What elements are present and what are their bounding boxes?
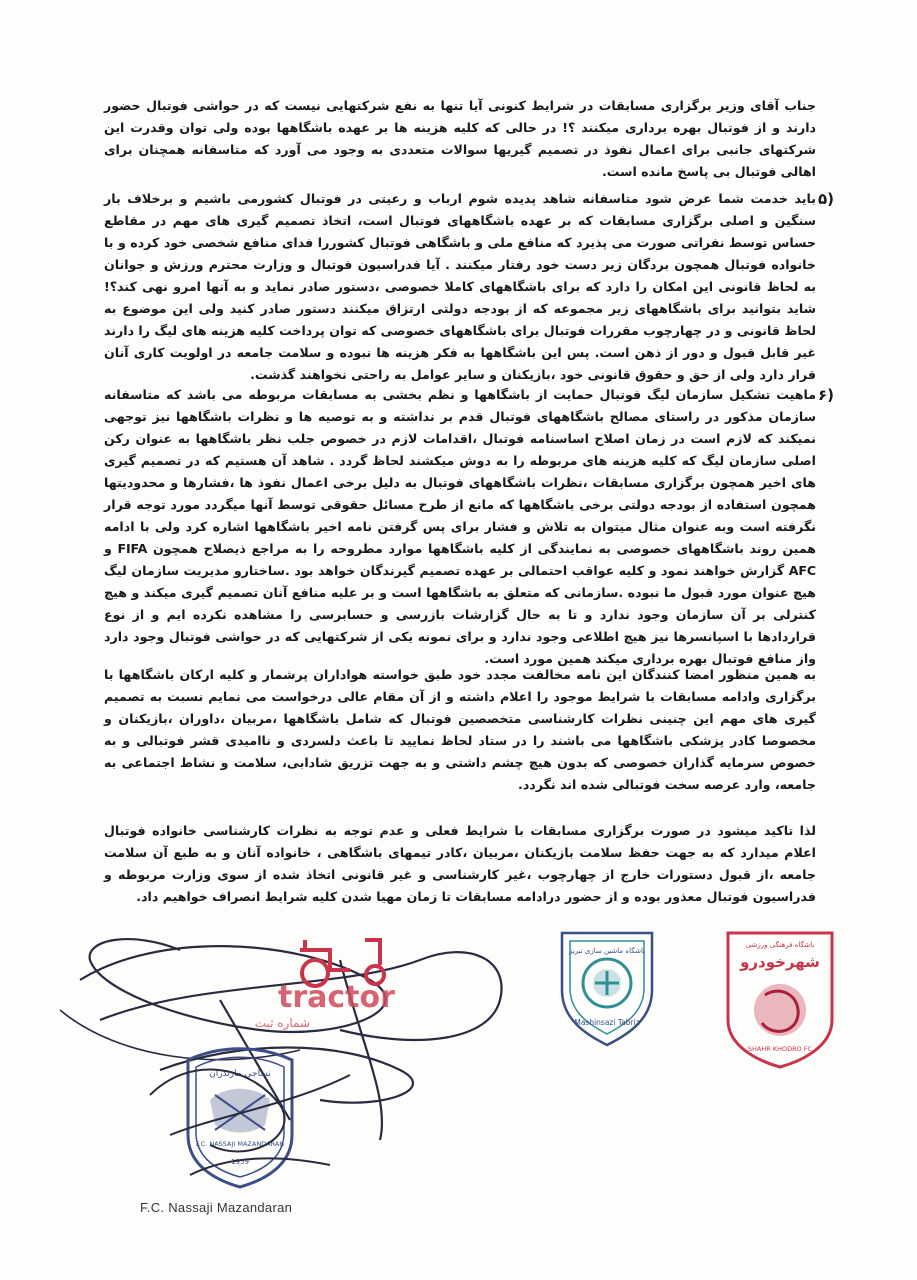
signature-scribble-bottom [130,1035,370,1195]
nassaji-en: F.C. NASSAJI MAZANDARAN [195,1140,285,1148]
item-5-paragraph: باید خدمت شما عرض شود متاسفانه شاهد پدیده شوم ارباب و رعیتی در فوتبال کشورمی باشیم و برخلاف بار سنگین و اصلی برگزاری مسابقات که بر عهده باشگاههای فوتبال است، اتخاذ تصمیم گیری های مهم در مقاطع حساس توسط نفراتی صورت می پذیرد که منافع ملی و باشگاهی فوتبال کشوررا فدای منافع شخصی خود کرده و با خانواده فوتبال همچون بردگان زیر دست خود رفتار میکنند . آیا فدراسیون فوتبال و وزارت محترم ورزش و جوانان به لحاظ قانونی این امکان را دارد که برای باشگاههای کاملا خصوصی ،دستور صادر نماید و به آنها امرو نهی کند؟! شاید بتوانید برای باشگاههای زیر مجموعه که از بودجه دولتی ارتزاق میکنند دستور صادر کنید ولی این موضوع به لحاظ قانونی و در چهارچوب مقررات فوتبال برای باشگاههای خصوصی که توان پرداخت کلیه هزینه های لیگ را دارند غیر قابل قبول و دور از ذهن است. پس این باشگاهها به فکر هزینه ها نبوده و سلامت جامعه در اولویت کاری آنان قرار دارد ولی از حق و حقوق قانونی خود ،بازیکنان و سایر عوامل به راحتی نخواهند گذشت. [104,191,816,382]
machine-sazi-stamp [552,925,662,1050]
item-5-number: ۵) [818,190,835,208]
shahr-khodro-fa: شهرخودرو [740,953,820,971]
item-6-paragraph: ماهیت تشکیل سازمان لیگ فوتبال حمایت از باشگاهها و نظم بخشی به مسابقات مربوطه می باشد که متاسفانه سازمان مذکور در راستای مصالح باشگاههای فوتبال قدم بر نداشته و به توصیه ها و نظرات باشگاهها نیز توجهی نمیکند که لازم است در زمان اصلاح اساسنامه فوتبال ،اقدامات لازم در خصوص جلب نظر باشگاهها به عنوان رکن اصلی سازمان لیگ که کلیه هزینه های مربوطه را به دوش میکشند لحاظ گردد . شاهد آن هستیم که در تصمیم گیری های اخیر همچون برگزاری مسابقات ،نظرات باشگاههای فوتبال به دلیل برخی اعمال نفوذ ها ،فشارها و محدودیتها همچون استفاده از بودجه دولتی برخی باشگاهها که مانع از طرح مسائل حقوقی توسط آنها میگردد مورد توجه قرار نگرفته است وبه عنوان مثال میتوان به تلاش و فشار برای پس گرفتن نامه اخیر باشگاهها اشاره کرد ولی با ادامه همین روند باشگاههای خصوصی به نمایندگی از کلیه باشگاهها موارد مطروحه را به مراجع ذیصلاح همچون FIFA و AFC گزارش خواهند نمود و کلیه عواقب احتمالی بر عهده تصمیم گیرندگان خواهد بود .ساختارو مدیریت سازمان لیگ هیچ عنوان مورد قبول ما نبوده .سازمانی که متعلق به باشگاهها است و بر علیه منافع آنان تصمیم گیری میکند و هیچ کنترلی بر آن سازمان وجود ندارد و تا به حال گزارشات بازرسی و حسابرسی را مشاهده نکرده ایم و از نوع قراردادها با اسپانسرها نیز هیچ اطلاعی وجود ندارد و برای نمونه یکی از شرکتهایی که در حواشی فوتبال وجود دارد واز منافع فوتبال بهره برداری میکند همین مورد است. [104,387,816,666]
tractor-stamp-sub: شماره ثبت [254,1016,310,1030]
shahr-khodro-en: SHAHR KHODRO FC [747,1045,813,1053]
tractor-stamp-word: tractor [278,980,395,1015]
nassaji-year: 1959 [231,1158,249,1166]
machine-sazi-en: Mashinsazi Tabriz [574,1018,640,1027]
tractor-stamp [254,925,420,1035]
intro-paragraph: جناب آقای وزیر برگزاری مسابقات در شرایط کنونی آیا تنها به نفع شرکتهایی نیست که در حواشی فوتبال حضور دارند و از فوتبال بهره برداری میکنند ؟! در حالی که کلیه هزینه ها بر عهده باشگاهها بوده ولی توان وقدرت این شرکتهای جانبی برای اعمال نفوذ در تصمیم گیریها سوالات متعددی به وجود می آورد که متاسفانه همچنان برای اهالی فوتبال بی پاسخ مانده است. [104,98,816,179]
nassaji-fa: نساجی مازندران [209,1069,271,1079]
machine-sazi-fa: باشگاه ماشین سازی تبریز [568,947,646,955]
nassaji-caption: F.C. Nassaji Mazandaran [140,1200,293,1215]
shahr-khodro-top: باشگاه فرهنگی ورزشی [745,941,815,949]
closing-paragraph: لذا تاکید میشود در صورت برگزاری مسابقات با شرایط فعلی و عدم توجه به نظرات کارشناسی خانواده فوتبال اعلام میدارد که به جهت حفظ سلامت بازیکنان ،مربیان ،کادر تیمهای باشگاهی ، خانواده آنان و به طبع آن سلامت جامعه ،از قبول دستورات خارج از چهارچوب ،غیر کارشناسی و غیر قانونی اتخاذ شده از سوی وزارت مربوطه و فدراسیون فوتبال معذور بوده و از حضور درادامه مسابقات تا زمان مهیا شدن کلیه شرایط انصراف خواهیم داد. [104,823,816,904]
item-6-number: ۶) [818,386,835,404]
shahr-khodro-stamp [720,925,840,1070]
request-paragraph: به همین منظور امضا کنندگان این نامه مخالفت مجدد خود طبق خواسته هواداران پرشمار و کلیه ارکان باشگاهها با برگزاری وادامه مسابقات با شرایط موجود را اعلام داشته و از آن مقام عالی درخواست می نمایم نسبت به تصمیم گیری های مهم این چنینی نظرات کارشناسی متخصصین فوتبال که شامل باشگاهها ،مربیان ،داوران ،بازیکنان و مخصوصا کادر پزشکی باشگاهها می باشند را در ستاد لحاظ نمایید تا باعث دلسردی و ناامیدی قشر فوتبالی و به خصوص سرمایه گذاران خصوصی که بدون هیچ چشم داشتی و به جهت تزریق شادابی، سلامت و نشاط اجتماعی به جامعه، وارد عرصه سخت فوتبالی شده اند نگردد. [104,667,816,792]
